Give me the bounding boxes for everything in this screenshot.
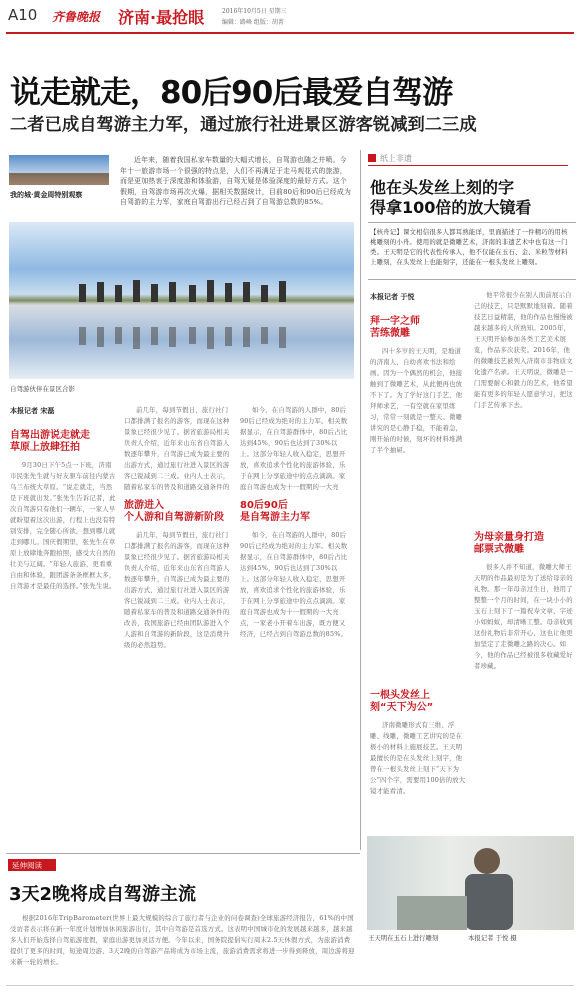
sidebar-subhead-1: 拜一字之师 苦练微雕: [370, 316, 420, 339]
sidebar-col-1a: 四十多岁的王天明，是地道的济南人，自幼喜欢书法和绘画。因为一个偶然的机会，他接触到了微雕艺术，从此便再也放不下了。为了学好这门手艺，他拜师求艺，一有空就在家里练习，常常一刻就是一整天。微雕讲究的是心静手稳，不能着急，刚开始的时候，刻坏的材料堆满了半个抽屉。: [370, 347, 463, 454]
sidebar-col-1b: 济南微雕形式有三维、浮雕、线雕，微雕工艺讲究的是在极小的材料上施展技艺。王天明最擅长的是在头发丝上刻字，他曾在一根头发丝上刻下“天下为公”四个字，需要用100倍的放大镜才能看清。: [370, 721, 466, 795]
byline: 本报记者 宋磊: [10, 406, 55, 415]
bottom-rule: [6, 853, 360, 854]
bottom-headline: 3天2晚将成自驾游主流: [9, 884, 197, 905]
thumbnail-caption: 我的城·黄金周特别观察: [10, 190, 83, 199]
sidebar-tag-label: 纸上非遗: [380, 154, 412, 163]
sidebar-col-2a: 他平常很少在别人面前展示自己的技艺，只是默默地刻着。随着技艺日益精湛，他的作品也慢慢被越来越多的人所熟知。2005年，王天明开始参加各类工艺美术展览，作品多次获奖。2016年，他的微雕技艺被列入济南市非物质文化遗产名录。王天明说，微雕是一门需要耐心和毅力的艺术，他希望能有更多的年轻人愿意学习，把这门手艺传承下去。: [474, 291, 573, 409]
main-headline: 说走就走，80后90后最爱自驾游: [10, 75, 453, 111]
subhead-3: 80后90后 是自驾游主力军: [240, 500, 310, 523]
sidebar-photo-credit: 本报记者 于悦 摄: [468, 934, 517, 942]
thumbnail-image: [9, 155, 109, 185]
sub-headline: 二者已成自驾游主力军，通过旅行社进景区游客锐减到二三成: [10, 115, 477, 135]
article-col-2a: 前几年，每到节假日，旅行社门口都排满了报名的游客，而现在这种景象已经很少见了。据省旅游局相关负责人介绍，近年来山东省自驾游人数逐年攀升，自驾游已成为最主要的出游方式，通过旅行社进入景区的游客已锐减到二三成。业内人士表示，随着私家车的普及和道路交通条件的: [124, 406, 230, 490]
masthead-rule: [6, 32, 574, 34]
article-col-2b: 前几年，每到节假日，旅行社门口都排满了报名的游客，而现在这种景象已经很少见了。据省旅游局相关负责人介绍，近年来山东省自驾游人数逐年攀升，自驾游已成为最主要的出游方式，通过旅行社进入景区的游客已锐减到二三成。业内人士表示，随着私家车的普及和道路交通条件的改善，我国旅游已经由团队游进入个人游和自驾游的新阶段，这是消费升级的必然趋势。: [124, 531, 230, 649]
sidebar-photo-figure: [367, 836, 574, 930]
sidebar-lead: 【核舟记】课文相信很多人都耳熟能详，里面描述了一件精巧的用核桃雕刻的小舟。使用的就是微雕艺术，济南的非遗艺术中也有这一门类。王天明是它的代表性传承人，他不仅能在玉石、金、米粒等材料上雕刻，在头发丝上也能刻字，还能在一根头发丝上雕刻。: [370, 228, 568, 266]
sidebar-photo: [367, 836, 574, 930]
editor-line: 编辑：路峰 组版：胡菁: [222, 19, 284, 26]
main-photo: [9, 222, 354, 379]
main-photo-figures: [9, 222, 354, 379]
footer-rule: [6, 985, 574, 986]
page-number: A10: [8, 6, 38, 24]
issue-date: 2016年10月5日 星期三: [222, 8, 287, 15]
bottom-tag-label: 延伸阅读: [12, 861, 42, 870]
lead-paragraph: 近年来，随着我国私家车数量的大幅式增长，自驾游也随之井喷。今年十一旅游市场一个很强的特点是，人们不再满足于走马观花式的旅游，而是更加热衷于深度游和体验游，自驾无疑是体验深度的最好方式。这个假期，自驾游市场再次火爆，据相关数据统计，目前80后和90后已经成为自驾游的主力军，家庭自驾游出行已经占到了自驾游总数的85%。: [120, 156, 352, 206]
sidebar-tag-icon: [368, 154, 376, 162]
sidebar-photo-caption: 王天明在玉石上进行雕刻: [368, 934, 439, 942]
bottom-tag: [8, 859, 56, 871]
sidebar-headline: 他在头发丝上刻的字 得拿100倍的放大镜看: [370, 178, 532, 217]
sidebar-col-2b: 很多人并不知道，微雕大师王天明的作品最初是为了送给母亲的礼物。那一年母亲过生日，他用了整整一个月的时间，在一块小小的玉石上刻下了一篇祝寿文章，字迹小如蚂蚁，却清晰工整。母亲收到这份礼物后非常开心，这也让他更加坚定了走微雕之路的决心。如今，他的作品已经被很多收藏爱好者珍藏。: [474, 563, 573, 670]
sidebar-byline: 本报记者 于悦: [370, 292, 415, 301]
newspaper-logo: 齐鲁晚报: [52, 10, 101, 24]
subhead-2: 旅游进入 个人游和自驾游新阶段: [124, 500, 224, 523]
sidebar-lead-box: [368, 222, 576, 280]
section-title: 济南·最抢眼: [118, 8, 205, 27]
bottom-article: 根据2016年TripBarometer(世界上最大规模的综合了旅行者与企业的问卷调查)全球旅游经济报告，61%的中国受访者表示将在新一年度计划增加休闲旅游出行，其中自驾游是首选方式。这表明中国城市化的发展越来越多，越来越多人们开始选择自驾旅游度假，家庭出游更加灵活方便。今年以来，国务院提倡实行周末2.5天休假方式，为旅游消费提供了更多的时间，短途周边游、3天2晚的自驾游产品将成为市场主流，旅游消费需求将进一步得到释放，周边游将迎来新一轮的增长。: [10, 914, 355, 966]
article-col-3b: 如今，在自驾游的人群中，80后90后已经成为绝对的主力军。相关数据显示，在自驾游群体中，80后占比达到45%，90后也达到了30%以上。这部分年轻人收入稳定，思想开放，喜欢追求个性化的旅游体验，乐于在网上分享旅途中的点点滴滴。家庭自驾游也成为十一假期的一大亮点，一家老小开着车出游，既方便又经济，已经占到自驾游总数的85%。: [240, 531, 348, 638]
subhead-1: 自驾出游说走就走 草原上放肆狂拍: [10, 430, 90, 453]
article-col-3a: 如今，在自驾游的人群中，80后90后已经成为绝对的主力军。相关数据显示，在自驾游群体中，80后占比达到45%，90后也达到了30%以上。这部分年轻人收入稳定，思想开放，喜欢追求个性化的旅游体验，乐于在网上分享旅途中的点点滴滴。家庭自驾游也成为十一假期的一大亮: [240, 406, 348, 490]
masthead: [0, 0, 580, 32]
column-divider: [360, 150, 361, 850]
article-col-1: 9月30日下午5点一下班，济南市民张先生就与好友驱车前往内蒙古乌兰布统大草原。“说走就走，当然是下班就出发。”张先生告诉记者，此次自驾游只有他们一辆车，一家人早就盼望着这次出游，行程上也没有特别安排，完全随心所欲，想到哪儿就走到哪儿。国庆假期里，张先生在草原上放肆地奔跑拍照，感受大自然的壮美与辽阔。“年轻人旅游，更看重自由和体验，跟团游条条框框太多，自驾游才是最佳的选择。”张先生说。: [10, 461, 116, 590]
sidebar-tag: [368, 152, 568, 166]
sidebar-subhead-3: 为母亲量身打造 邮票式微雕: [474, 532, 544, 555]
sidebar-subhead-2: 一根头发丝上 刻“天下为公”: [370, 690, 434, 713]
photo-caption: 自驾游伙伴在景区合影: [10, 385, 75, 393]
